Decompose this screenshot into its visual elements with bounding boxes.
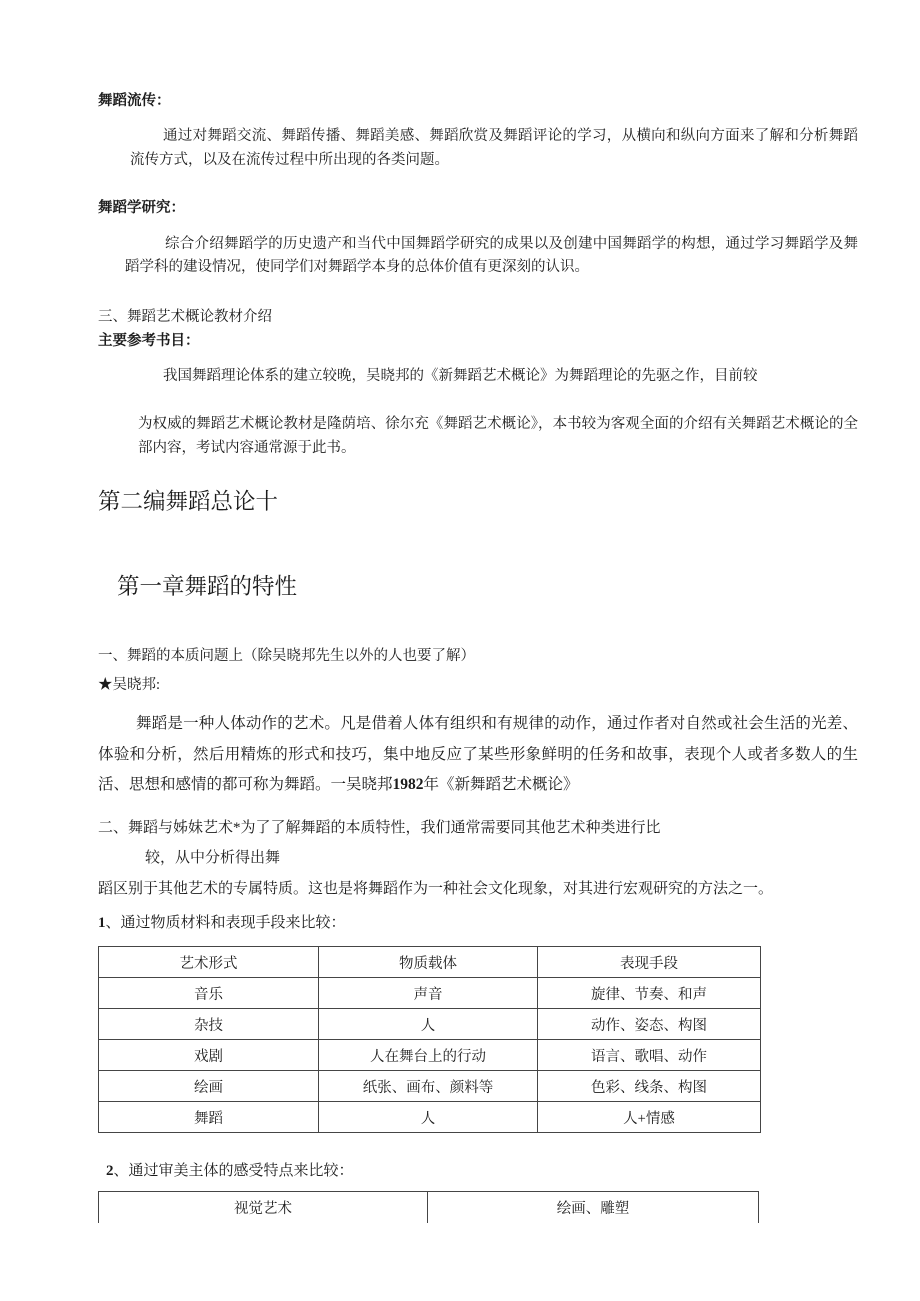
paragraph-dance-studies: 综合介绍舞蹈学的历史遗产和当代中国舞蹈学研究的成果以及创建中国舞蹈学的构想，通过学习舞蹈学及舞蹈学科的建设情况，使同学们对舞蹈学本身的总体价值有更深刻的认识。 — [125, 235, 858, 275]
table-cell: 旋律、节奏、和声 — [538, 978, 761, 1009]
table-header-cell: 艺术形式 — [99, 947, 319, 978]
question2-line3: 蹈区别于其他艺术的专属特质。这也是将舞蹈作为一种社会文化现象，对其进行宏观研究的方法之一。 — [98, 880, 774, 897]
table-cell: 声音 — [319, 978, 538, 1009]
table-cell: 人 — [319, 1009, 538, 1040]
aesthetic-comparison-table — [98, 1191, 759, 1223]
table-cell: 人 — [319, 1102, 538, 1133]
table-header-cell: 物质载体 — [319, 947, 538, 978]
table-cell: 人+情感 — [538, 1102, 761, 1133]
quote-text-pre: 舞蹈是一种人体动作的艺术。凡是借着人体有组织和有规律的动作，通过作者对自然或社会生活的光差、体验和分析，然后用精炼的形式和技巧，集中地反应了某些形象鲜明的任务和故事，表现个人或者多数人的生活、思想和感情的都可称为舞蹈。一吴晓邦 — [98, 715, 858, 793]
quote-year: 1982 — [392, 776, 424, 793]
wu-xiaobang-quote — [98, 709, 858, 801]
table-cell: 动作、姿态、构图 — [538, 1009, 761, 1040]
table-header-row — [99, 947, 761, 978]
compare2-title — [106, 1160, 858, 1182]
reference-paragraph-1: 我国舞蹈理论体系的建立较晚，吴晓邦的《新舞蹈艺术概论》为舞蹈理论的先驱之作，目前较 — [163, 368, 758, 384]
table-cell: 纸张、画布、颜料等 — [319, 1071, 538, 1102]
question2-line2: 较，从中分析得出舞 — [145, 850, 281, 866]
compare1-number: 1 — [98, 915, 106, 931]
table-row — [99, 1102, 761, 1133]
table-row — [99, 1009, 761, 1040]
chapter-heading: 第一章舞蹈的特性 — [117, 574, 298, 599]
part-heading: 第二编舞蹈总论十 — [98, 489, 279, 514]
table-cell: 绘画 — [99, 1071, 319, 1102]
compare1-text: 、通过物质材料和表现手段来比较： — [105, 915, 346, 931]
section3-title: 三、舞蹈艺术概论教材介绍 — [98, 308, 272, 325]
section-label-dance-studies: 舞蹈学研究： — [98, 200, 185, 216]
compare1-title — [98, 912, 858, 934]
table-cell: 视觉艺术 — [99, 1192, 428, 1223]
paragraph-dance-spread: 通过对舞蹈交流、舞蹈传播、舞蹈美感、舞蹈欣赏及舞蹈评论的学习，从横向和纵向方面来了解和分析舞蹈流传方式，以及在流传过程中所出现的各类问题。 — [130, 128, 858, 168]
question1-title: 一、舞蹈的本质问题上（除吴晓邦先生以外的人也要了解） — [98, 648, 475, 664]
table-row — [99, 978, 761, 1009]
compare2-text: 、通过审美主体的感受特点来比较： — [113, 1163, 354, 1179]
reference-label: 主要参考书目： — [98, 332, 200, 349]
table-header-cell: 表现手段 — [538, 947, 761, 978]
table-cell: 音乐 — [99, 978, 319, 1009]
table-cell: 语言、歌唱、动作 — [538, 1040, 761, 1071]
question2-line1: 二、舞蹈与姊妹艺术*为了了解舞蹈的本质特性，我们通常需要同其他艺术种类进行比 — [98, 819, 661, 836]
table-row — [99, 1071, 761, 1102]
material-comparison-table — [98, 946, 761, 1133]
table-cell: 舞蹈 — [99, 1102, 319, 1133]
reference-paragraph-2: 为权威的舞蹈艺术概论教材是隆荫培、徐尔充《舞蹈艺术概论》，本书较为客观全面的介绍有关舞蹈艺术概论的全部内容，考试内容通常源于此书。 — [138, 416, 858, 456]
table-cell: 戏剧 — [99, 1040, 319, 1071]
section-label-dance-spread: 舞蹈流传： — [98, 92, 171, 109]
quote-text-post: 年《新舞蹈艺术概论》 — [423, 776, 579, 793]
table-cell: 绘画、雕塑 — [556, 1201, 630, 1217]
compare2-number: 2 — [106, 1163, 114, 1179]
table-row — [99, 1040, 761, 1071]
table-cell: 人在舞台上的行动 — [319, 1040, 538, 1071]
wu-xiaobang-label: ★吴晓邦: — [98, 677, 161, 693]
table-cell: 色彩、线条、构图 — [538, 1071, 761, 1102]
table-cell: 杂技 — [99, 1009, 319, 1040]
